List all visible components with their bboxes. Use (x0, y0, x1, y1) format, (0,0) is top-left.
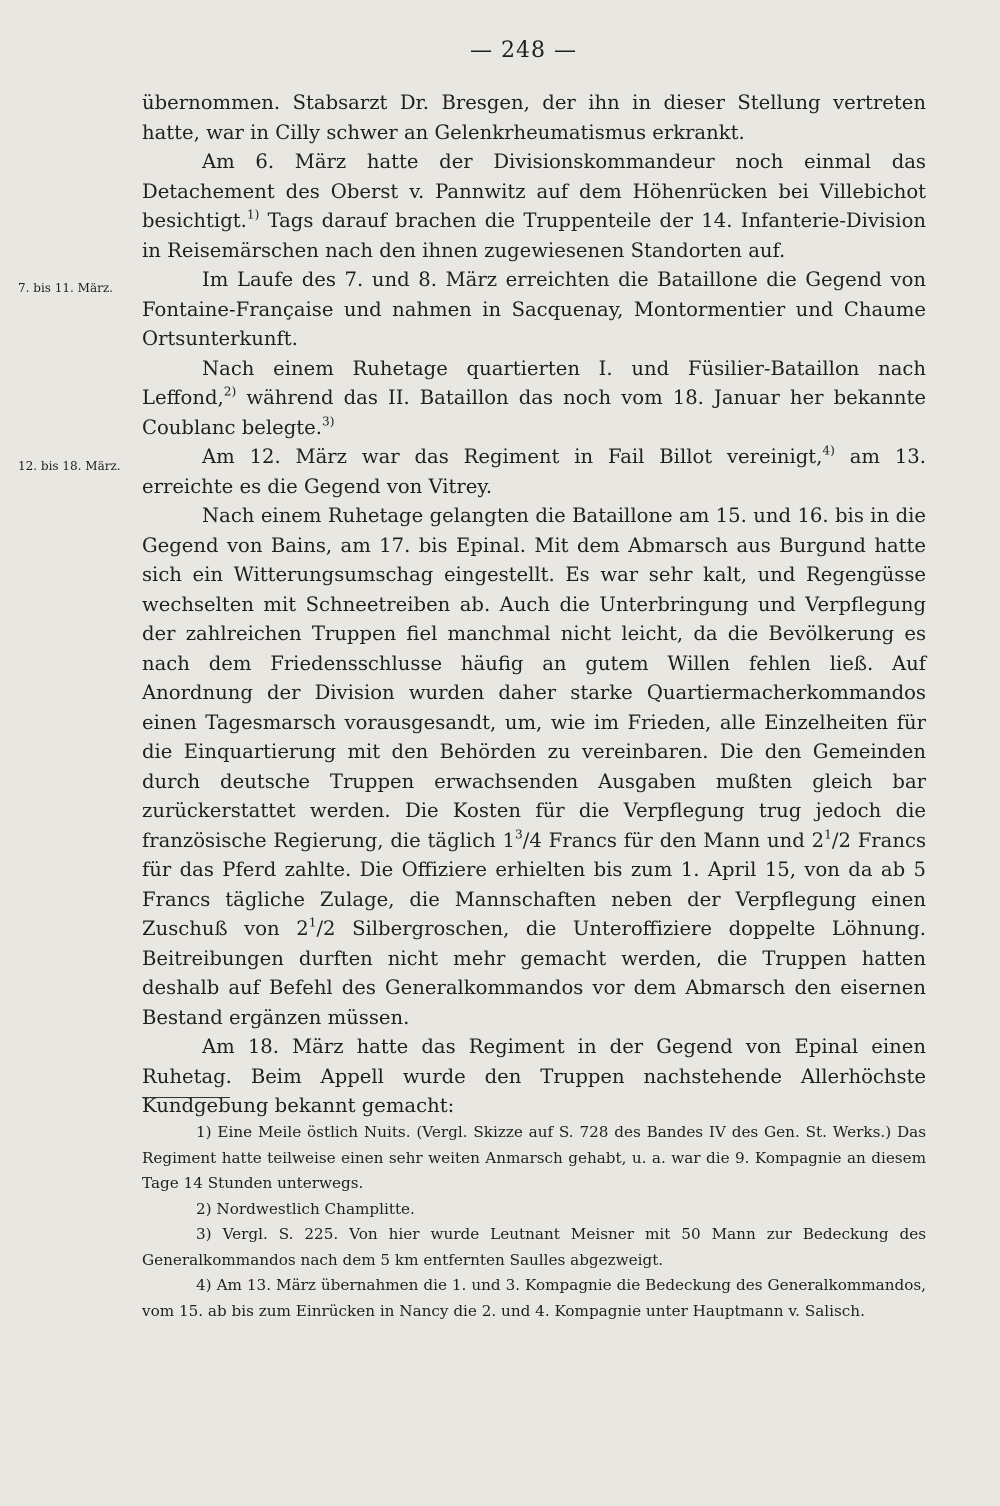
paragraph-7: Am 18. März hatte das Regiment in der Gegend von Epinal einen Ruhetag. Beim Appell wurde den Truppen nachstehende Allerhöchste Kundgebung bekannt gemacht: (142, 1035, 926, 1117)
paragraph-2: Am 6. März hatte der Divisionskommandeur noch einmal das Detachement des Oberst v. Pannwitz auf dem Höhenrücken bei Villebichot besichtigt.$^{1)}$ Tags darauf brachen die Truppenteile der 14. Infanterie-Division in Reisemärschen nach den ihnen zugewiesenen Standorten auf. (142, 150, 926, 262)
footnote-2: 2) Nordwestlich Champlitte. (196, 1199, 415, 1218)
paragraph-3: Im Laufe des 7. und 8. März erreichten die Bataillone die Gegend von Fontaine-Française und nahmen in Sacquenay, Montormentier und Chaume Ortsunterkunft. (142, 268, 926, 350)
footnotes (142, 1120, 926, 1324)
paragraph-6: Nach einem Ruhetage gelangten die Bataillone am 15. und 16. bis in die Gegend von Bains, am 17. bis Epinal. Mit dem Abmarsch aus Burgund hatte sich ein Witterungsumschag eingestellt. Es war sehr kalt, und Regengüsse wechselten mit Schneetreiben ab. Auch die Unterbringung und Verpflegung der zahlreichen Truppen fiel manchmal nicht leicht, da die Bevölkerung es nach dem Friedensschlusse häufig an gutem Willen fehlen ließ. Auf Anordnung der Division wurden daher starke Quartiermacherkommandos einen Tagesmarsch vorausgesandt, um, wie im Frieden, alle Einzelheiten für die Einquartierung mit den Behörden zu vereinbaren. Die den Gemeinden durch deutsche Truppen erwachsenden Ausgaben mußten gleich bar zurückerstattet werden. Die Kosten für die Verpflegung trug jedoch die französische Regierung, die täglich $1^3/4$ Francs für den Mann und $2^1/2$ Francs für das Pferd zahlte. Die Offiziere erhielten bis zum 1. April 15, von da ab 5 Francs tägliche Zulage, die Mannschaften neben der Verpflegung einen Zuschuß von $2^1/2$ Silbergroschen, die Unteroffiziere doppelte Löhnung. Beitreibungen durften nicht mehr gemacht werden, die Truppen hatten deshalb auf Befehl des Generalkommandos vor dem Abmarsch den eisernen Bestand ergänzen müssen. (142, 504, 926, 1029)
paragraph-5: Am 12. März war das Regiment in Fail Billot vereinigt,$^{4)}$ am 13. erreichte es die Gegend von Vitrey. (142, 443, 927, 498)
margin-note-march-7-11: 7. bis 11. März. (18, 281, 113, 295)
footnote-4: 4) Am 13. März übernahmen die 1. und 3. Kompagnie die Bedeckung des Generalkommandos, vom 15. ab bis zum Einrücken in Nancy die 2. und 4. Kompagnie unter Hauptmann v. Salisch. (142, 1276, 926, 1320)
paragraph-1: übernommen. Stabsarzt Dr. Bresgen, der ihn in dieser Stellung vertreten hatte, war in Cilly schwer an Gelenkrheumatismus erkrankt. (142, 91, 926, 144)
paragraph-4: Nach einem Ruhetage quartierten I. und Füsilier-Bataillon nach Leffond,$^{2)}$ während das II. Bataillon das noch vom 18. Januar her bekannte Coublanc belegte.$^{3)}$ (142, 356, 926, 439)
page-number: — 248 — (470, 38, 577, 63)
footnote-separator (142, 1097, 230, 1098)
footnote-3: 3) Vergl. S. 225. Von hier wurde Leutnant Meisner mit 50 Mann zur Bedeckung des Generalkommandos nach dem 5 km entfernten Saulles abgezweigt. (142, 1225, 926, 1269)
footnote-1: 1) Eine Meile östlich Nuits. (Vergl. Skizze auf S. 728 des Bandes IV des Gen. St. Werks.) Das Regiment hatte teilweise einen sehr weiten Anmarsch gehabt, u. a. war die 9. Kompagnie an diesem Tage 14 Stunden unterwegs. (142, 1123, 926, 1192)
body-text (142, 88, 926, 1121)
margin-note-march-12-18: 12. bis 18. März. (18, 459, 121, 473)
